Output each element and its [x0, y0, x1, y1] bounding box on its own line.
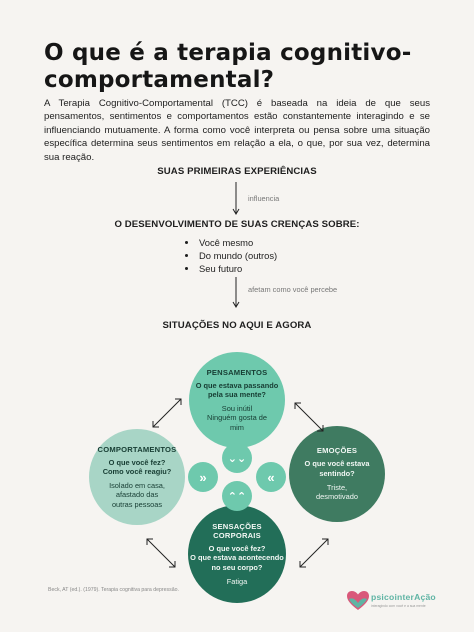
list-item: • Seu futuro — [198, 263, 277, 276]
behaviors-question: O que você fez? Como você reagiu? — [102, 457, 172, 477]
heart-hands-icon — [346, 590, 370, 612]
brand-tagline: interagindo com você e a sua mente — [371, 604, 426, 608]
double-arrow-icon — [297, 536, 331, 570]
thoughts-question: O que estava passando pela sua mente? — [195, 380, 279, 400]
page-title: O que é a terapia cognitivo-comportamental? — [44, 40, 412, 93]
first-experiences-heading: SUAS PRIMEIRAS EXPERIÊNCIAS — [157, 166, 317, 177]
thoughts-answer: Sou inútil Ninguém gosta de mim — [207, 403, 267, 432]
behaviors-answer: Isolado em casa, afastado das outras pessoas — [109, 480, 165, 509]
body-answer: Fatiga — [226, 576, 248, 586]
perception-label: afetam como você percebe — [248, 285, 338, 294]
chevron-up-icon: ⌃⌃ — [222, 481, 252, 511]
brand-logo-text: psicointerAção — [371, 592, 436, 602]
emotions-answer: Triste, desmotivado — [316, 482, 358, 502]
beliefs-list — [186, 237, 277, 275]
chevron-down-icon: ⌄⌄ — [222, 443, 252, 473]
down-arrow-icon — [230, 277, 242, 309]
influence-label: influencia — [248, 194, 280, 203]
double-arrow-icon — [144, 536, 178, 570]
list-item: • Do mundo (outros) — [198, 250, 277, 263]
double-arrow-icon — [292, 400, 326, 434]
double-arrow-icon — [150, 396, 184, 430]
down-arrow-icon — [230, 182, 242, 216]
situations-heading: SITUAÇÕES NO AQUI E AGORA — [162, 320, 312, 331]
behaviors-title: COMPORTAMENTOS — [97, 444, 177, 454]
list-item: • Você mesmo — [198, 237, 277, 250]
body-sensations-circle — [188, 505, 286, 603]
beliefs-heading: O DESENVOLVIMENTO DE SUAS CRENÇAS SOBRE: — [114, 219, 360, 230]
thoughts-title: PENSAMENTOS — [206, 367, 268, 377]
reference-citation: Beck, AT (ed.). (1979). Terapia cognitiva para depressão. — [48, 587, 179, 593]
intro-paragraph: A Terapia Cognitivo-Comportamental (TCC) é baseada na ideia de que seus pensamentos, sentimentos e comportamentos estão constantemente interagindo e se influenciando mutuamente. A forma como você interpreta ou pensa sobre uma situação específica determina seus sentimentos em relação a ela, o que, por sua vez, determina sua reação. — [44, 98, 430, 163]
chevron-left-icon: « — [256, 462, 286, 492]
thoughts-circle — [189, 352, 285, 448]
chevron-right-icon: » — [188, 462, 218, 492]
emotions-question: O que você estava sentindo? — [304, 459, 370, 478]
emotions-circle — [289, 426, 385, 522]
body-question: O que você fez? O que estava acontecendo no seu corpo? — [190, 543, 284, 572]
behaviors-circle — [89, 429, 185, 525]
body-title: SENSAÇÕES CORPORAIS — [212, 521, 262, 540]
emotions-title: EMOÇÕES — [316, 446, 358, 456]
